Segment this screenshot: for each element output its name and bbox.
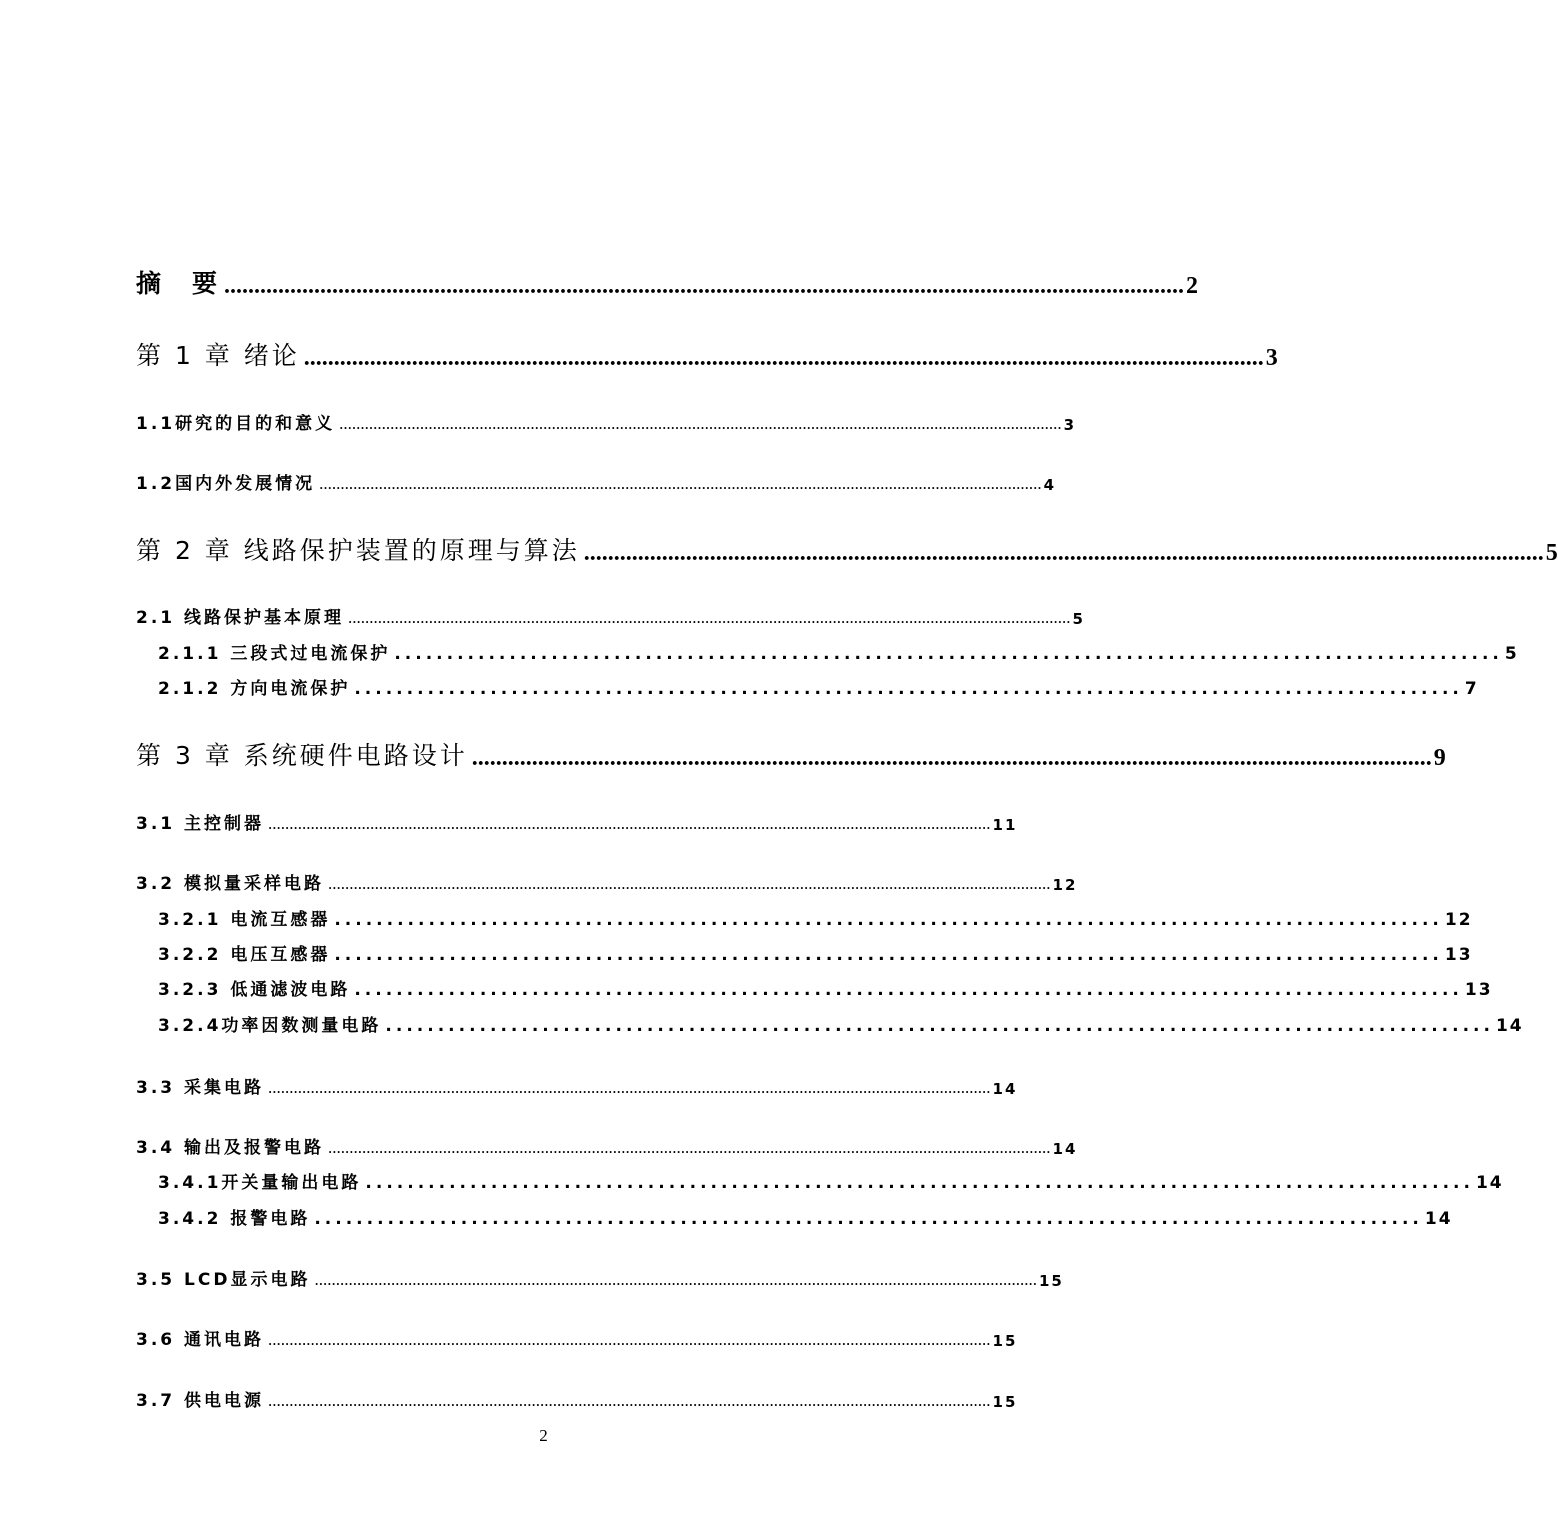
toc-entry-subsection-3-2-1[interactable] [158, 898, 1473, 930]
toc-leader-dots: .......................................................................................................... [314, 1209, 1423, 1229]
toc-entry-page: 13 [1464, 980, 1493, 1000]
toc-entry-title: 3.2.2 电压互感器 [158, 945, 331, 965]
toc-leader-dots: .......................................................................................................................................................................... [319, 474, 1042, 493]
toc-entry-chapter-2[interactable] [136, 535, 1558, 567]
toc-entry-section-3-4[interactable] [136, 1126, 1078, 1158]
toc-entry-page: 14 [1475, 1173, 1504, 1193]
toc-entry-page: 4 [1043, 476, 1057, 494]
toc-entry-page: 9 [1433, 745, 1446, 771]
toc-entry-title: 3.3 采集电路 [136, 1078, 265, 1098]
toc-entry-title: 3.4 输出及报警电路 [136, 1138, 325, 1158]
toc-entry-page: 5 [1072, 610, 1085, 628]
toc-entry-section-3-6[interactable] [136, 1318, 1018, 1350]
toc-leader-dots: .......................................................................................................... [365, 1173, 1474, 1193]
toc-entry-title: 3.6 通讯电路 [136, 1330, 265, 1350]
toc-leader-dots: .......................................................................................................... [334, 910, 1443, 930]
toc-entry-page: 2 [1186, 273, 1199, 299]
toc-entry-page: 14 [1424, 1209, 1453, 1229]
toc-entry-title: 第 1 章 绪论 [136, 341, 300, 370]
toc-leader-dots: .......................................................................................................... [334, 945, 1443, 965]
toc-entry-subsection-3-4-1[interactable] [158, 1161, 1504, 1193]
toc-entry-title: 摘 要 [136, 269, 221, 298]
toc-leader-dots: .......................................................................................................... [354, 679, 1463, 699]
toc-entry-section-3-3[interactable] [136, 1066, 1018, 1098]
toc-entry-section-3-1[interactable] [136, 802, 1018, 834]
toc-entry-page: 14 [992, 1080, 1018, 1098]
toc-entry-subsection-3-2-2[interactable] [158, 933, 1473, 965]
toc-leader-dots: .......................................................................................................................................................................... [268, 814, 991, 833]
toc-leader-dots: .......................................................................................................................................................................... [328, 1138, 1051, 1157]
toc-entry-title: 第 2 章 线路保护装置的原理与算法 [136, 536, 580, 565]
toc-entry-chapter-3[interactable] [136, 740, 1446, 772]
toc-leader-dots: .......................................................................................................................................................................... [268, 1078, 991, 1097]
toc-entry-abstract[interactable] [136, 268, 1199, 300]
toc-leader-dots: .......................................................................................................................................................................... [314, 1270, 1037, 1289]
toc-leader-dots: .......................................................................................................... [394, 644, 1503, 664]
toc-entry-title: 3.4.1开关量输出电路 [158, 1173, 362, 1193]
toc-leader-dots: ................................................................................................................................................................ [224, 273, 1185, 299]
toc-leader-dots: .......................................................................................................................................................................... [268, 1391, 991, 1410]
toc-entry-page: 11 [992, 816, 1018, 834]
toc-leader-dots: .......................................................................................................................................................................... [268, 1330, 991, 1349]
toc-entry-title: 3.2 模拟量采样电路 [136, 874, 325, 894]
toc-entry-title: 3.1 主控制器 [136, 814, 265, 834]
toc-entry-page: 15 [1038, 1272, 1064, 1290]
toc-entry-title: 3.2.1 电流互感器 [158, 910, 331, 930]
toc-entry-title: 3.2.3 低通滤波电路 [158, 980, 351, 1000]
page-number: 2 [539, 1426, 548, 1445]
toc-entry-page: 5 [1545, 540, 1558, 566]
toc-entry-page: 12 [1052, 876, 1078, 894]
toc-entry-page: 3 [1063, 416, 1077, 434]
toc-entry-section-2-1[interactable] [136, 596, 1085, 628]
toc-entry-page: 15 [992, 1332, 1018, 1350]
toc-leader-dots: .......................................................................................................................................................................... [328, 874, 1051, 893]
toc-entry-title: 3.2.4功率因数测量电路 [158, 1016, 382, 1036]
toc-entry-title: 1.2国内外发展情况 [136, 474, 316, 494]
toc-leader-dots: .......................................................................................................... [385, 1016, 1494, 1036]
toc-entry-title: 3.7 供电电源 [136, 1391, 265, 1411]
toc-entry-title: 2.1 线路保护基本原理 [136, 608, 345, 628]
toc-entry-title: 2.1.1 三段式过电流保护 [158, 644, 391, 664]
toc-entry-subsection-2-1-1[interactable] [158, 632, 1519, 664]
toc-entry-page: 15 [992, 1393, 1018, 1411]
toc-leader-dots: ................................................................................................................................................................ [471, 745, 1432, 771]
toc-entry-subsection-2-1-2[interactable] [158, 667, 1479, 699]
toc-entry-title: 1.1研究的目的和意义 [136, 414, 336, 434]
toc-entry-title: 2.1.2 方向电流保护 [158, 679, 351, 699]
toc-entry-page: 12 [1444, 910, 1473, 930]
toc-entry-section-3-5[interactable] [136, 1258, 1064, 1290]
toc-entry-section-1-2[interactable] [136, 462, 1057, 494]
toc-entry-page: 7 [1464, 679, 1479, 699]
toc-leader-dots: .......................................................................................................... [354, 980, 1463, 1000]
toc-entry-title: 3.5 LCD显示电路 [136, 1270, 311, 1290]
toc-entry-page: 5 [1504, 644, 1519, 664]
toc-entry-page: 14 [1495, 1016, 1524, 1036]
toc-entry-section-1-1[interactable] [136, 402, 1077, 434]
toc-leader-dots: .......................................................................................................................................................................... [339, 414, 1062, 433]
toc-entry-subsection-3-2-3[interactable] [158, 968, 1493, 1000]
toc-entry-section-3-2[interactable] [136, 862, 1078, 894]
toc-entry-page: 3 [1265, 345, 1278, 371]
toc-leader-dots: .......................................................................................................................................................................... [348, 608, 1071, 627]
toc-entry-page: 13 [1444, 945, 1473, 965]
toc-entry-title: 第 3 章 系统硬件电路设计 [136, 741, 468, 770]
toc-entry-subsection-3-2-4[interactable] [158, 1004, 1524, 1036]
toc-entry-chapter-1[interactable] [136, 340, 1278, 372]
toc-entry-title: 3.4.2 报警电路 [158, 1209, 311, 1229]
toc-leader-dots: ................................................................................................................................................................ [303, 345, 1264, 371]
toc-leader-dots: ................................................................................................................................................................ [583, 540, 1544, 566]
toc-entry-page: 14 [1052, 1140, 1078, 1158]
toc-entry-subsection-3-4-2[interactable] [158, 1197, 1453, 1229]
toc-entry-section-3-7[interactable] [136, 1379, 1018, 1411]
